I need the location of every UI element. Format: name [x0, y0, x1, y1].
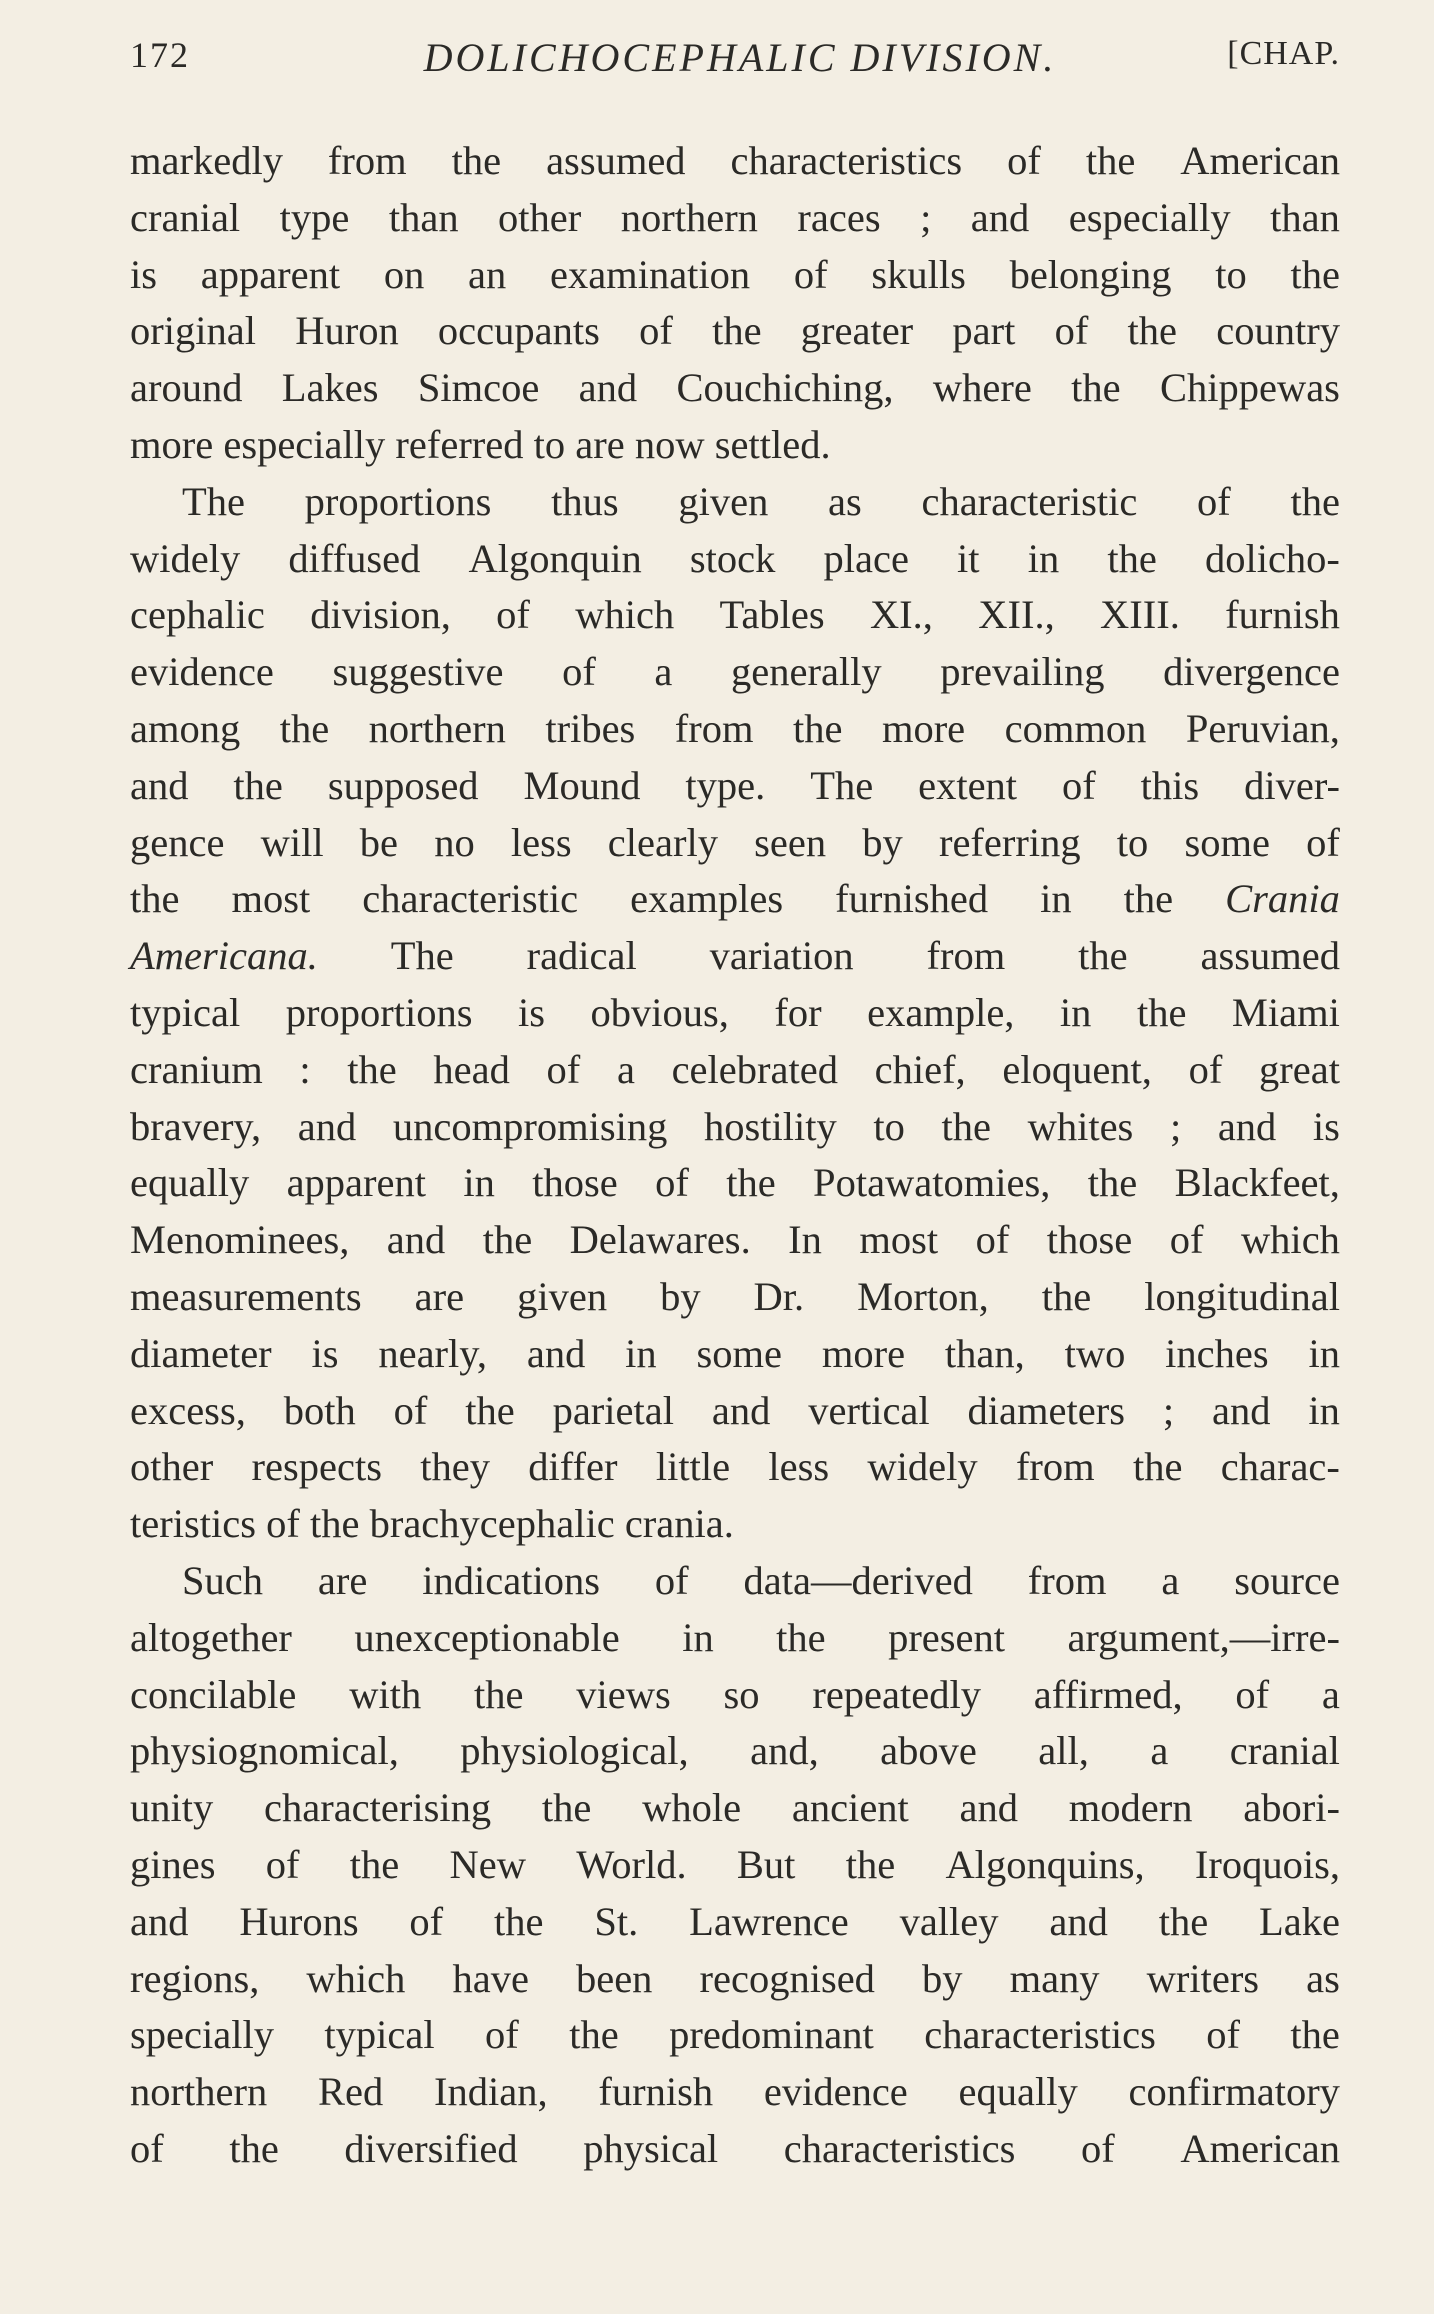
text-line: other respects they differ little less widely from the charac-: [130, 1444, 1340, 1490]
text-line: evidence suggestive of a generally prevailing divergence: [130, 649, 1340, 695]
text-line: cephalic division, of which Tables XI., XII., XIII. furnish: [130, 592, 1340, 638]
chapter-mark: [CHAP.: [1227, 35, 1340, 72]
text-line: regions, which have been recognised by many writers as: [130, 1955, 1340, 2001]
text-line: cranium : the head of a celebrated chief, eloquent, of great: [130, 1046, 1340, 1092]
text-line: the most characteristic examples furnished in the Crania: [130, 876, 1340, 922]
text-line: gence will be no less clearly seen by referring to some of: [130, 819, 1340, 865]
text-line: northern Red Indian, furnish evidence equally confirmatory: [130, 2069, 1340, 2115]
text-line: more especially referred to are now settled.: [130, 421, 831, 467]
text-line: physiognomical, physiological, and, above all, a cranial: [130, 1728, 1340, 1774]
text-line: The proportions thus given as characteristic of the: [182, 478, 1340, 524]
text-line: and Hurons of the St. Lawrence valley and the Lake: [130, 1898, 1340, 1944]
running-title: DOLICHOCEPHALIC DIVISION.: [423, 35, 1057, 80]
text-line: among the northern tribes from the more common Peruvian,: [130, 705, 1340, 751]
text-line: around Lakes Simcoe and Couchiching, where the Chippewas: [130, 365, 1340, 411]
text-line: teristics of the brachycephalic crania.: [130, 1501, 734, 1547]
text-line: bravery, and uncompromising hostility to the whites ; and is: [130, 1103, 1340, 1149]
page-header: [130, 34, 1340, 84]
text-line: excess, both of the parietal and vertical diameters ; and in: [130, 1387, 1340, 1433]
text-line: altogether unexceptionable in the present argument,—irre-: [130, 1614, 1340, 1660]
text-line: typical proportions is obvious, for example, in the Miami: [130, 989, 1340, 1035]
text-line: widely diffused Algonquin stock place it in the dolicho-: [130, 535, 1340, 581]
text-line: and the supposed Mound type. The extent of this diver-: [130, 762, 1340, 808]
text-line: original Huron occupants of the greater part of the country: [130, 308, 1340, 354]
text-line: diameter is nearly, and in some more than, two inches in: [130, 1330, 1340, 1376]
text-line: specially typical of the predominant characteristics of the: [130, 2012, 1340, 2058]
body-text: [130, 133, 1340, 2178]
text-line: equally apparent in those of the Potawatomies, the Blackfeet,: [130, 1160, 1340, 1206]
text-line: Menominees, and the Delawares. In most of those of which: [130, 1217, 1340, 1263]
text-line: cranial type than other northern races ; and especially than: [130, 194, 1340, 240]
text-line: concilable with the views so repeatedly affirmed, of a: [130, 1671, 1340, 1717]
text-line: Americana. The radical variation from the assumed: [130, 933, 1340, 979]
text-line: markedly from the assumed characteristics of the American: [130, 138, 1340, 183]
text-line: measurements are given by Dr. Morton, the longitudinal: [130, 1273, 1340, 1319]
text-line: Such are indications of data—derived from a source: [182, 1557, 1340, 1603]
text-line: of the diversified physical characteristics of American: [130, 2125, 1340, 2171]
text-line: is apparent on an examination of skulls belonging to the: [130, 251, 1340, 297]
text-line: unity characterising the whole ancient and modern abori-: [130, 1785, 1340, 1831]
page-number: 172: [130, 35, 190, 75]
text-line: gines of the New World. But the Algonquins, Iroquois,: [130, 1841, 1340, 1887]
